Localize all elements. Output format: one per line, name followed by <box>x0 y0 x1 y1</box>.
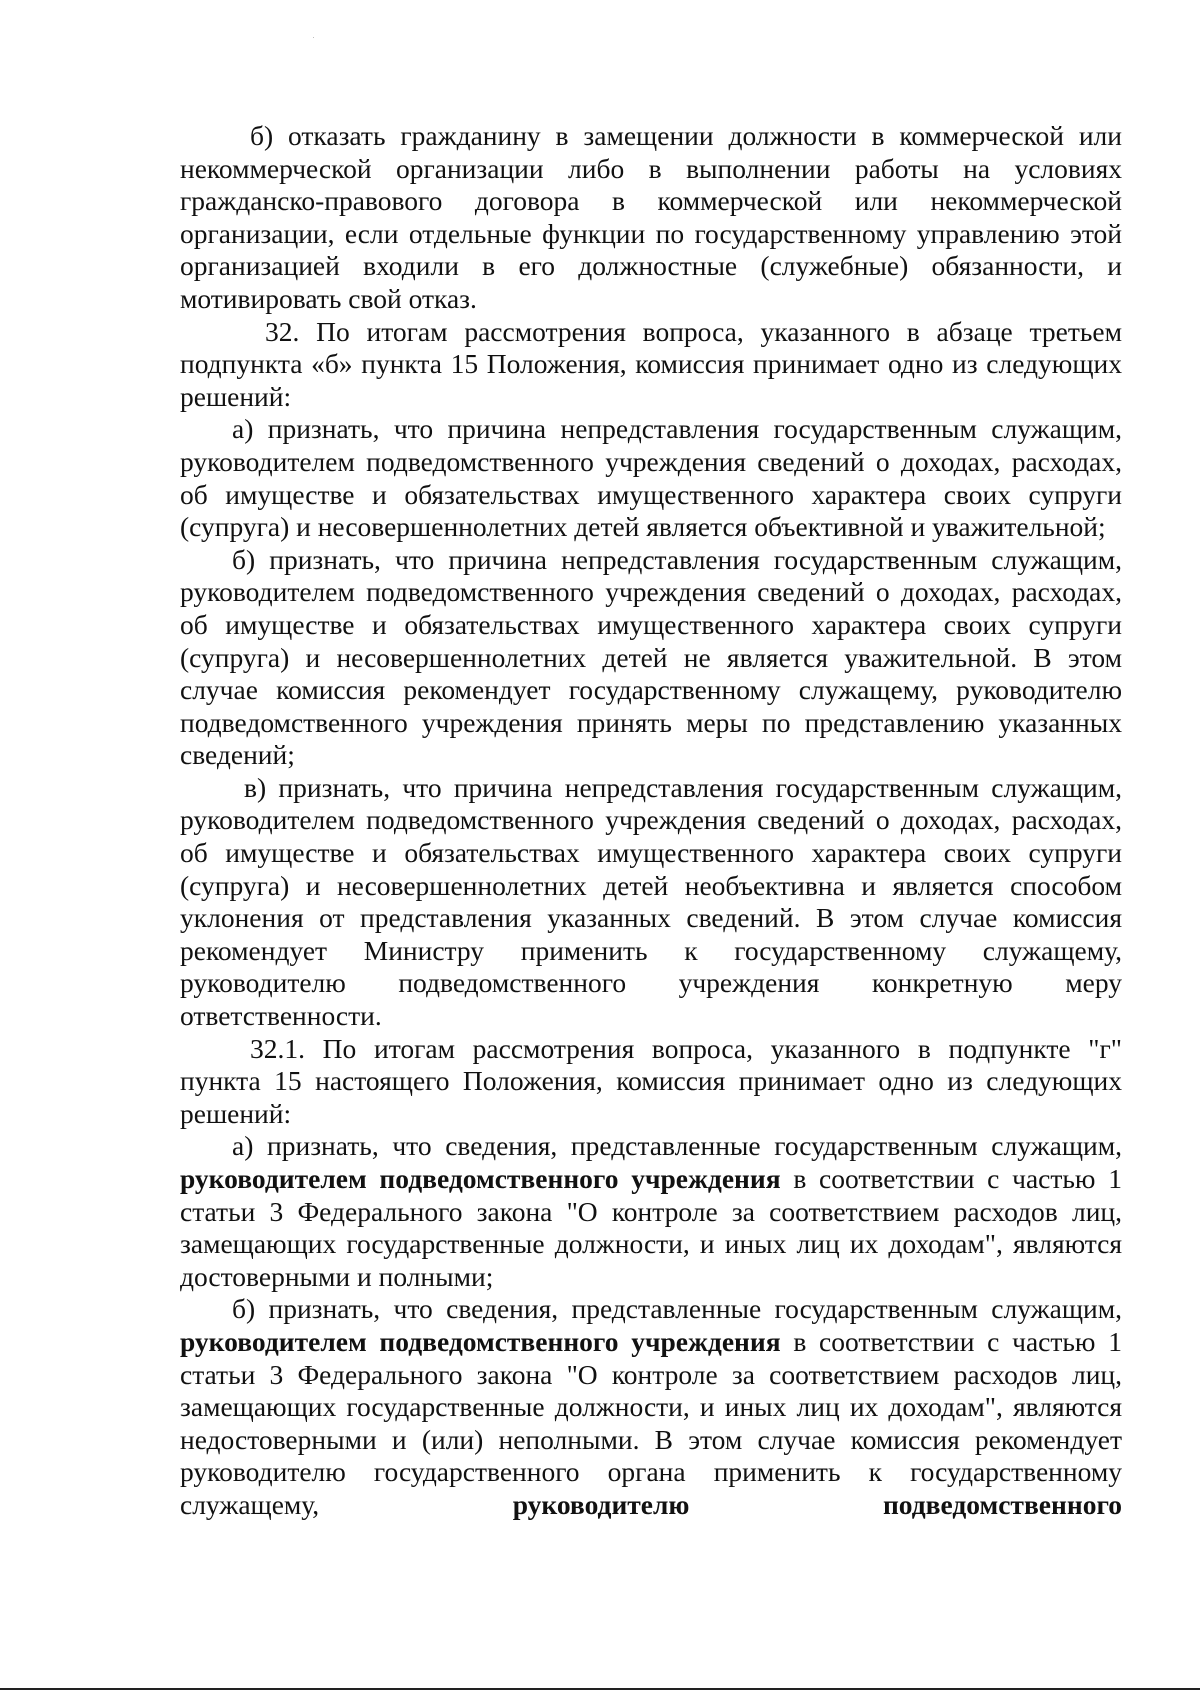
scan-speck <box>313 37 314 38</box>
text-run: а) признать, что сведения, представленные государственным служащим, <box>232 1130 1122 1162</box>
paragraph-32b: б) признать, что причина непредставления государственным служащим, руководителем подведомственного учреждения сведений о доходах, расходах, об имуществе и обязательствах имущественного характера своих супруги (супруга) и несовершеннолетних детей не является уважительной. В этом случае комиссия рекомендует государственному служащему, руководителю подведомственного учреждения принять меры по представлению указанных сведений; <box>180 543 1122 771</box>
text-run: в соответствии с частью 1 статьи 3 Федерального закона "О контроле за соответствием расходов лиц, замещающих государственные должности, и иных лиц их доходам", являются достоверными и полными; <box>180 1163 1122 1292</box>
paragraph-32: 32. По итогам рассмотрения вопроса, указанного в абзаце третьем подпункта «б» пункта 15 Положения, комиссия принимает одно из следующих решений: <box>180 315 1122 412</box>
paragraph-32-1a <box>180 1130 1122 1293</box>
bold-text-run: руководителем подведомственного учреждения <box>180 1163 781 1194</box>
paragraph-32-1b <box>180 1293 1122 1521</box>
paragraph-32v: в) признать, что причина непредставления государственным служащим, руководителем подведомственного учреждения сведений о доходах, расходах, об имуществе и обязательствах имущественного характера своих супруги (супруга) и несовершеннолетних детей необъективна и является способом уклонения от представления указанных сведений. В этом случае комиссия рекомендует Министру применить к государственному служащему, руководителю подведомственного учреждения конкретную меру ответственности. <box>180 771 1122 1032</box>
bold-text-run: руководителем подведомственного учреждения <box>180 1325 781 1357</box>
paragraph-32-1: 32.1. По итогам рассмотрения вопроса, указанного в подпункте "г" пункта 15 настоящего Положения, комиссия принимает одно из следующих решений: <box>180 1032 1122 1129</box>
paragraph-32a: а) признать, что причина непредставления государственным служащим, руководителем подведомственного учреждения сведений о доходах, расходах, об имуществе и обязательствах имущественного характера своих супруги (супруга) и несовершеннолетних детей является объективной и уважительной; <box>180 413 1122 543</box>
page-bottom-rule <box>0 1688 1200 1690</box>
bold-text-run: руководителю подведомственного <box>512 1488 1122 1520</box>
text-run: б) признать, что сведения, представленные государственным служащим, <box>232 1293 1122 1325</box>
paragraph-31b: б) отказать гражданину в замещении должности в коммерческой или некоммерческой организации либо в выполнении работы на условиях гражданско-правового договора в коммерческой или некоммерческой организации, если отдельные функции по государственному управлению этой организацией входили в его должностные (служебные) обязанности, и мотивировать свой отказ. <box>180 120 1122 314</box>
document-body <box>180 120 1122 1522</box>
text-run: в соответствии с частью 1 статьи 3 Федерального закона "О контроле за соответствием расходов лиц, замещающих государственные должности, и иных лиц их доходам", являются недостоверными и (или) неполными. В этом случае комиссия рекомендует руководителю государственного органа применить к государственному служащему, <box>180 1325 1122 1520</box>
